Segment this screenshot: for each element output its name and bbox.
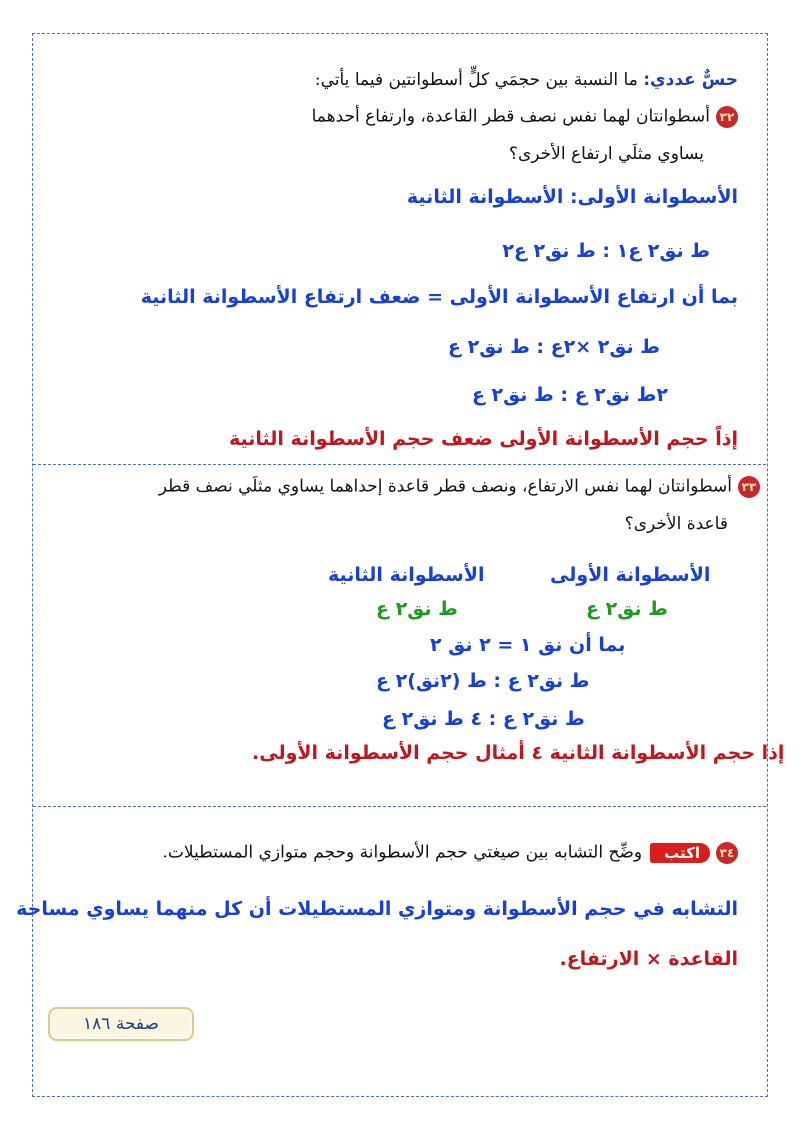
- question-number-badge: ٣٣: [738, 476, 760, 498]
- q32-column-headers: الأسطوانة الأولى: الأسطوانة الثانية: [406, 186, 738, 208]
- q33-formula-first: ط نق٢ ع: [586, 598, 668, 620]
- q33-conclusion: إذا حجم الأسطوانة الثانية ٤ أمثال حجم الأسطوانة الأولى.: [252, 742, 785, 764]
- q32-ratio3: ٢ط نق٢ ع : ط نق٢ ع: [471, 384, 668, 406]
- q32-conclusion: إذاً حجم الأسطوانة الأولى ضعف حجم الأسطوانة الثانية: [228, 428, 738, 450]
- q33-header-second: الأسطوانة الثانية: [328, 564, 485, 586]
- question-number-badge: ٣٢: [716, 106, 738, 128]
- page-number-badge: صفحة ١٨٦: [48, 1007, 194, 1041]
- q32-ratio1: ط نق٢ ع١ : ط نق٢ ع٢: [502, 240, 710, 262]
- q32-since: بما أن ارتفاع الأسطوانة الأولى = ضعف ارتفاع الأسطوانة الثانية: [140, 286, 738, 308]
- q33-header-first: الأسطوانة الأولى: [550, 564, 711, 586]
- q32-text-line2: يساوي مثلَي ارتفاع الأخرى؟: [508, 144, 704, 164]
- q32-text-line1: ٣٢أسطوانتان لهما نفس نصف قطر القاعدة، وارتفاع أحدهما: [312, 106, 738, 128]
- q33-formula-second: ط نق٢ ع: [376, 598, 458, 620]
- q33-text-line1: ٣٣أسطوانتان لهما نفس الارتفاع، ونصف قطر قاعدة إحداهما يساوي مثلَي نصف قطر: [159, 476, 760, 498]
- q33-ratio1: ط نق٢ ع : ط (٢نق)٢ ع: [376, 670, 590, 692]
- section-divider: [33, 464, 766, 465]
- question-number-badge: ٣٤: [716, 842, 738, 864]
- heading-text: ما النسبة بين حجمَي كلٍّ أسطوانتين فيما يأتي:: [314, 70, 638, 90]
- section-heading: [315, 70, 738, 90]
- q32-ratio2: ط نق٢ ×٢ع : ط نق٢ ع: [448, 336, 660, 358]
- section-divider: [33, 806, 766, 807]
- q33-text-line2: قاعدة الأخرى؟: [624, 514, 728, 534]
- q33-since: بما أن نق ١ = ٢ نق ٢: [430, 634, 626, 656]
- q34-answer-line1: التشابه في حجم الأسطوانة ومتوازي المستطيلات أن كل منهما يساوي مساحة: [16, 898, 738, 920]
- q34-text: ٣٤اكتبوضِّح التشابه بين صيغتي حجم الأسطوانة وحجم متوازي المستطيلات.: [163, 842, 739, 864]
- heading-key: حسٌّ عددي:: [643, 70, 738, 90]
- q33-ratio2: ط نق٢ ع : ٤ ط نق٢ ع: [382, 708, 585, 730]
- write-badge: اكتب: [650, 843, 710, 863]
- q34-answer-line2: القاعدة × الارتفاع.: [559, 948, 738, 970]
